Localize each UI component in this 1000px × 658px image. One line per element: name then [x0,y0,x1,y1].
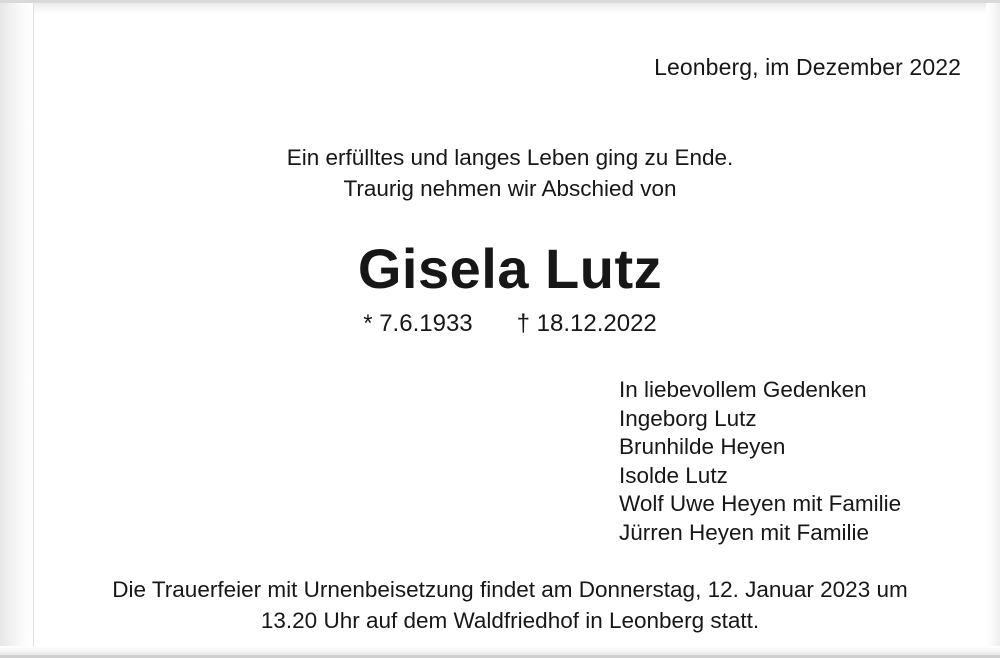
list-item: Jürren Heyen mit Familie [619,519,870,545]
intro-text [34,142,986,204]
mourners-block [619,376,901,547]
list-item: Ingeborg Lutz [619,405,757,431]
birth-date: * 7.6.1933 [363,310,473,337]
scan-edge-bottom [0,646,1000,658]
scan-edge-right [986,0,1000,658]
intro-line-2: Traurig nehmen wir Abschied von [343,176,677,201]
list-item: Isolde Lutz [619,462,728,488]
notice-content [34,14,986,644]
ceremony-line-2: 13.20 Uhr auf dem Waldfriedhof in Leonberg statt. [260,608,760,633]
mourners-heading: In liebevollem Gedenken [619,377,867,402]
list-item: Wolf Uwe Heyen mit Familie [619,491,902,516]
place-and-date: Leonberg, im Dezember 2022 [654,54,961,80]
deceased-name: Gisela Lutz [357,237,663,300]
life-dates [34,310,986,338]
ceremony-info [34,574,986,636]
scan-edge-top [0,0,1000,14]
intro-line-1: Ein erfülltes und langes Leben ging zu Ende. [286,145,734,170]
death-date: † 18.12.2022 [516,310,657,337]
ceremony-line-1: Die Trauerfeier mit Urnenbeisetzung findet am Donnerstag, 12. Januar 2023 um [112,577,908,602]
scan-edge-left [0,0,34,658]
list-item: Brunhilde Heyen [619,434,786,459]
